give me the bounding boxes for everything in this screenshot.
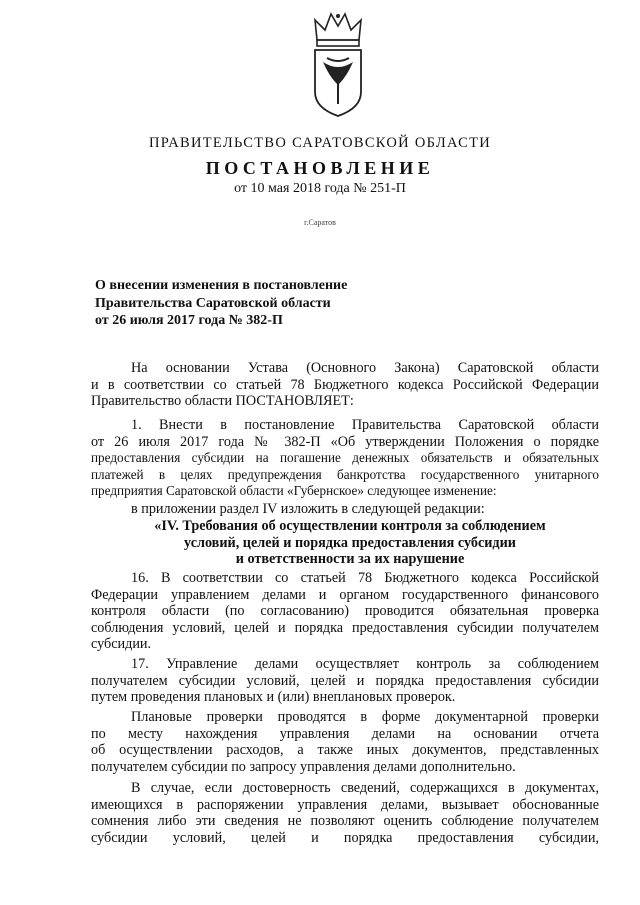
paragraph-16: 16. В соответствии со статьей 78 Бюджетного кодекса Российской Федерации управлением делами и органом государственного финансового контроля области (по согласованию) проводится обязательная проверка соблюдения условий, целей и порядка предоставления субсидии получателем субсидии.	[91, 570, 599, 653]
city: г.Саратов	[304, 218, 336, 227]
intro-paragraph: На основании Устава (Основного Закона) Саратовской области и в соответствии со статьей 78 Бюджетного кодекса Российской Федерации Правительство области ПОСТАНОВЛЯЕТ:	[91, 360, 599, 410]
government-name: ПРАВИТЕЛЬСТВО САРАТОВСКОЙ ОБЛАСТИ	[148, 135, 492, 151]
item-1-paragraph: 1. Внести в постановление Правительства Саратовской области от 26 июля 2017 года № 382-П «Об утверждении Положения о порядке предоставления субсидии на погашение денежных обязательств и обязательных платежей в целях предупреждения банкротства государственного унитарного предприятия Саратовской области «Губернское» следующее изменение:	[91, 417, 599, 499]
coat-of-arms-emblem	[303, 10, 373, 120]
paragraph-17: 17. Управление делами осуществляет контроль за соблюдением получателем субсидии условий, целей и порядка предоставления субсидии путем проведения плановых и (или) внеплановых проверок.	[91, 656, 599, 706]
paragraph-planned-inspections: Плановые проверки проводятся в форме документарной проверки по месту нахождения управления делами на основании отчета об осуществлении расходов, а также иных документов, представленных получателем субсидии по запросу управления делами дополнительно.	[91, 709, 599, 775]
subject-heading	[95, 277, 347, 330]
subject-line: от 26 июля 2017 года № 382-П	[95, 313, 283, 328]
subject-line: Правительства Саратовской области	[95, 295, 331, 311]
paragraph-in-case: В случае, если достоверность сведений, содержащихся в документах, имеющихся в распоряжении управления делами, вызывает обоснованные сомнения либо эти сведения не позволяют оценить соблюдение получателем субсидии условий, целей и порядка предоставления субсидии,	[91, 780, 599, 846]
item-1-subparagraph: в приложении раздел IV изложить в следующей редакции:	[131, 501, 485, 517]
section-title: «IV. Требования об осуществлении контроля за соблюдением условий, целей и порядка предоставления субсидии и ответственности за их нарушение	[154, 518, 546, 568]
date-number: от 10 мая 2018 года № 251-П	[234, 181, 406, 196]
subject-line: О внесении изменения в постановление	[95, 278, 348, 293]
document-type: ПОСТАНОВЛЕНИЕ	[205, 158, 435, 178]
